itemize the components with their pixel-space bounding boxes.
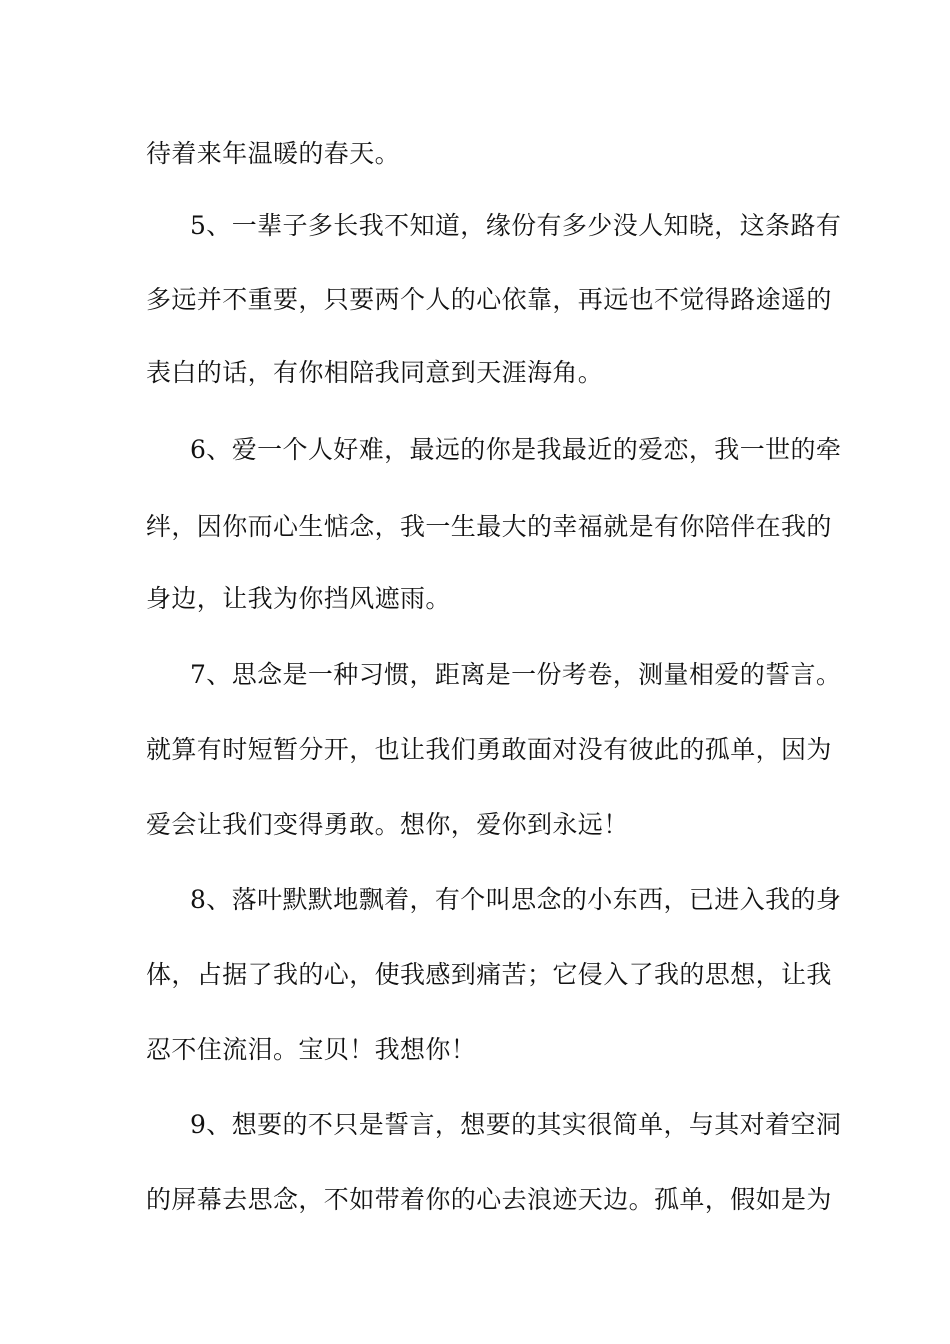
paragraph-7-line-3: 爱会让我们变得勇敢。想你，爱你到永远！ (146, 810, 629, 839)
paragraph-5-line-2: 多远并不重要，只要两个人的心依靠，再远也不觉得路途遥的 (146, 285, 832, 314)
paragraph-7-line-1: 7、思念是一种习惯，距离是一份考卷，测量相爱的誓言。 (190, 660, 842, 689)
paragraph-5-line-3: 表白的话，有你相陪我同意到天涯海角。 (146, 358, 604, 387)
paragraph-8-line-2: 体，占据了我的心，使我感到痛苦；它侵入了我的思想，让我 (146, 960, 832, 989)
paragraph-9-line-2: 的屏幕去思念，不如带着你的心去浪迹天边。孤单，假如是为 (146, 1185, 832, 1214)
paragraph-8-line-1: 8、落叶默默地飘着，有个叫思念的小东西，已进入我的身 (190, 885, 842, 914)
paragraph-5-line-1: 5、一辈子多长我不知道，缘份有多少没人知晓，这条路有 (190, 211, 842, 240)
paragraph-6-line-3: 身边，让我为你挡风遮雨。 (146, 584, 451, 613)
paragraph-7-line-2: 就算有时短暂分开，也让我们勇敢面对没有彼此的孤单，因为 (146, 735, 832, 764)
paragraph-6-line-2: 绊，因你而心生惦念，我一生最大的幸福就是有你陪伴在我的 (146, 512, 832, 541)
paragraph-9-line-1: 9、想要的不只是誓言，想要的其实很简单，与其对着空洞 (190, 1110, 842, 1139)
text-line-1: 待着来年温暖的春天。 (146, 139, 401, 168)
paragraph-6-line-1: 6、爱一个人好难，最远的你是我最近的爱恋，我一世的牵 (190, 435, 842, 464)
paragraph-8-line-3: 忍不住流泪。宝贝！我想你！ (146, 1035, 477, 1064)
